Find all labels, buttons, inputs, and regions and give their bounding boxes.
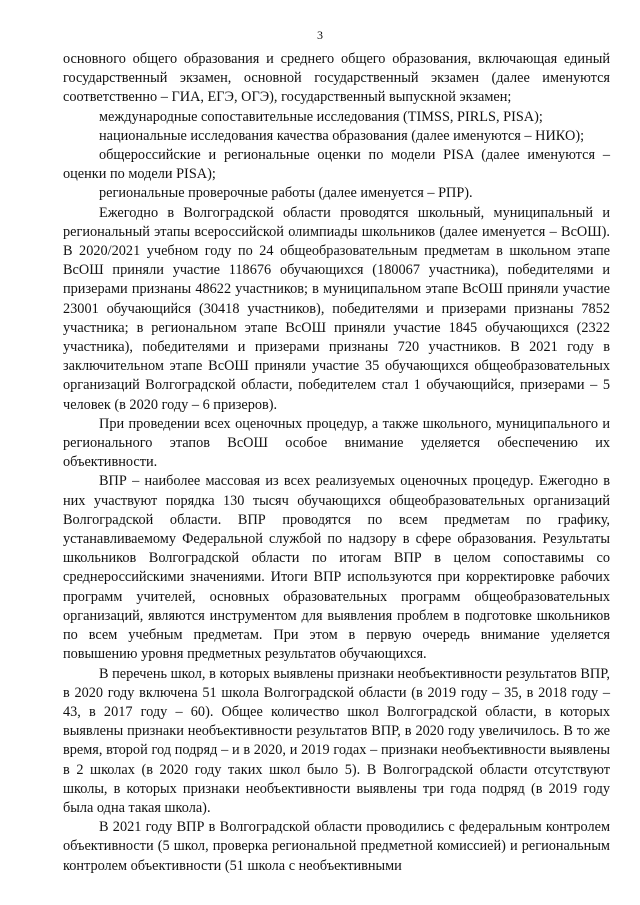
paragraph: основного общего образования и среднего общего образования, включающая единый государственный экзамен, основной государственный экзамен (далее именуются соответственно – ГИА, ЕГЭ, ОГЭ), государственный выпускной экзамен; xyxy=(63,51,610,106)
paragraph: При проведении всех оценочных процедур, а также школьного, муниципального и регионального этапов ВсОШ особое внимание уделяется обеспечению их объективности. xyxy=(63,415,610,471)
paragraph: общероссийские и региональные оценки по модели PISA (далее именуются – оценки по модели PISA); xyxy=(63,147,610,183)
paragraph: ВПР – наиболее массовая из всех реализуемых оценочных процедур. Ежегодно в них участвуют порядка 130 тысяч обучающихся общеобразовательных организаций Волгоградской области. ВПР проводятся по всем предметам по графику, устанавливаемому Федеральной службой по надзору в сфере образования. Результаты школьников Волгоградской области по итогам ВПР в целом сопоставимы со среднероссийскими значениями. Итоги ВПР используются при корректировке рабочих программ учителей, основных образовательных программ общеобразовательных организаций, являются инструментом для выявления проблем в подготовке школьников по всем учебным предметам. При этом в первую очередь внимание уделяется повышению уровня предметных результатов обучающихся. xyxy=(63,473,610,663)
paragraph: международные сопоставительные исследования (TIMSS, PIRLS, PISA); xyxy=(99,108,543,125)
paragraph: Ежегодно в Волгоградской области проводятся школьный, муниципальный и региональный этапы всероссийской олимпиады школьников (далее именуется – ВсОШ). В 2020/2021 учебном году по 24 общеобразовательным предметам в школьном этапе ВсОШ приняли участие 118676 обучающихся (180067 участника), победителями и призерами признаны 48622 участников; в муниципальном этапе ВсОШ приняли участие 23001 обучающийся (30418 участников), победителями и призерами признаны 7852 участника; в региональном этапе ВсОШ приняли участие 1845 обучающихся (2322 участника), победителями и призерами признаны 720 участников. В 2021 году в заключительном этапе ВсОШ приняли участие 35 обучающихся общеобразовательных организаций Волгоградской области, победителем стал 1 обучающийся, призерами – 5 человек (в 2020 году – 6 призеров). xyxy=(63,204,610,413)
paragraph: национальные исследования качества образования (далее именуются – НИКО); xyxy=(99,127,585,144)
paragraph: В перечень школ, в которых выявлены признаки необъективности результатов ВПР, в 2020 году включена 51 школа Волгоградской области (в 2019 году – 35, в 2018 году – 43, в 2017 году – 60). Общее количество школ Волгоградской области, в которых выявлены признаки необъективности результатов ВПР, в 2020 году увеличилось. В то же время, второй год подряд – и в 2020, и 2019 годах – признаки необъективности выявлены в 2 школах (в 2020 году таких школ было 5). В Волгоградской области отсутствуют школы, в которых признаки необъективности выявлены три года подряд (в 2019 году была одна такая школа). xyxy=(63,665,610,816)
body-text xyxy=(63,50,610,876)
paragraph: региональные проверочные работы (далее именуется – РПР). xyxy=(99,185,473,202)
paragraph: В 2021 году ВПР в Волгоградской области проводились с федеральным контролем объективности (5 школ, проверка региональной предметной комиссией) и региональным контролем объективности (51 школа с необъективными xyxy=(63,819,610,874)
page-number: 3 xyxy=(317,28,323,42)
